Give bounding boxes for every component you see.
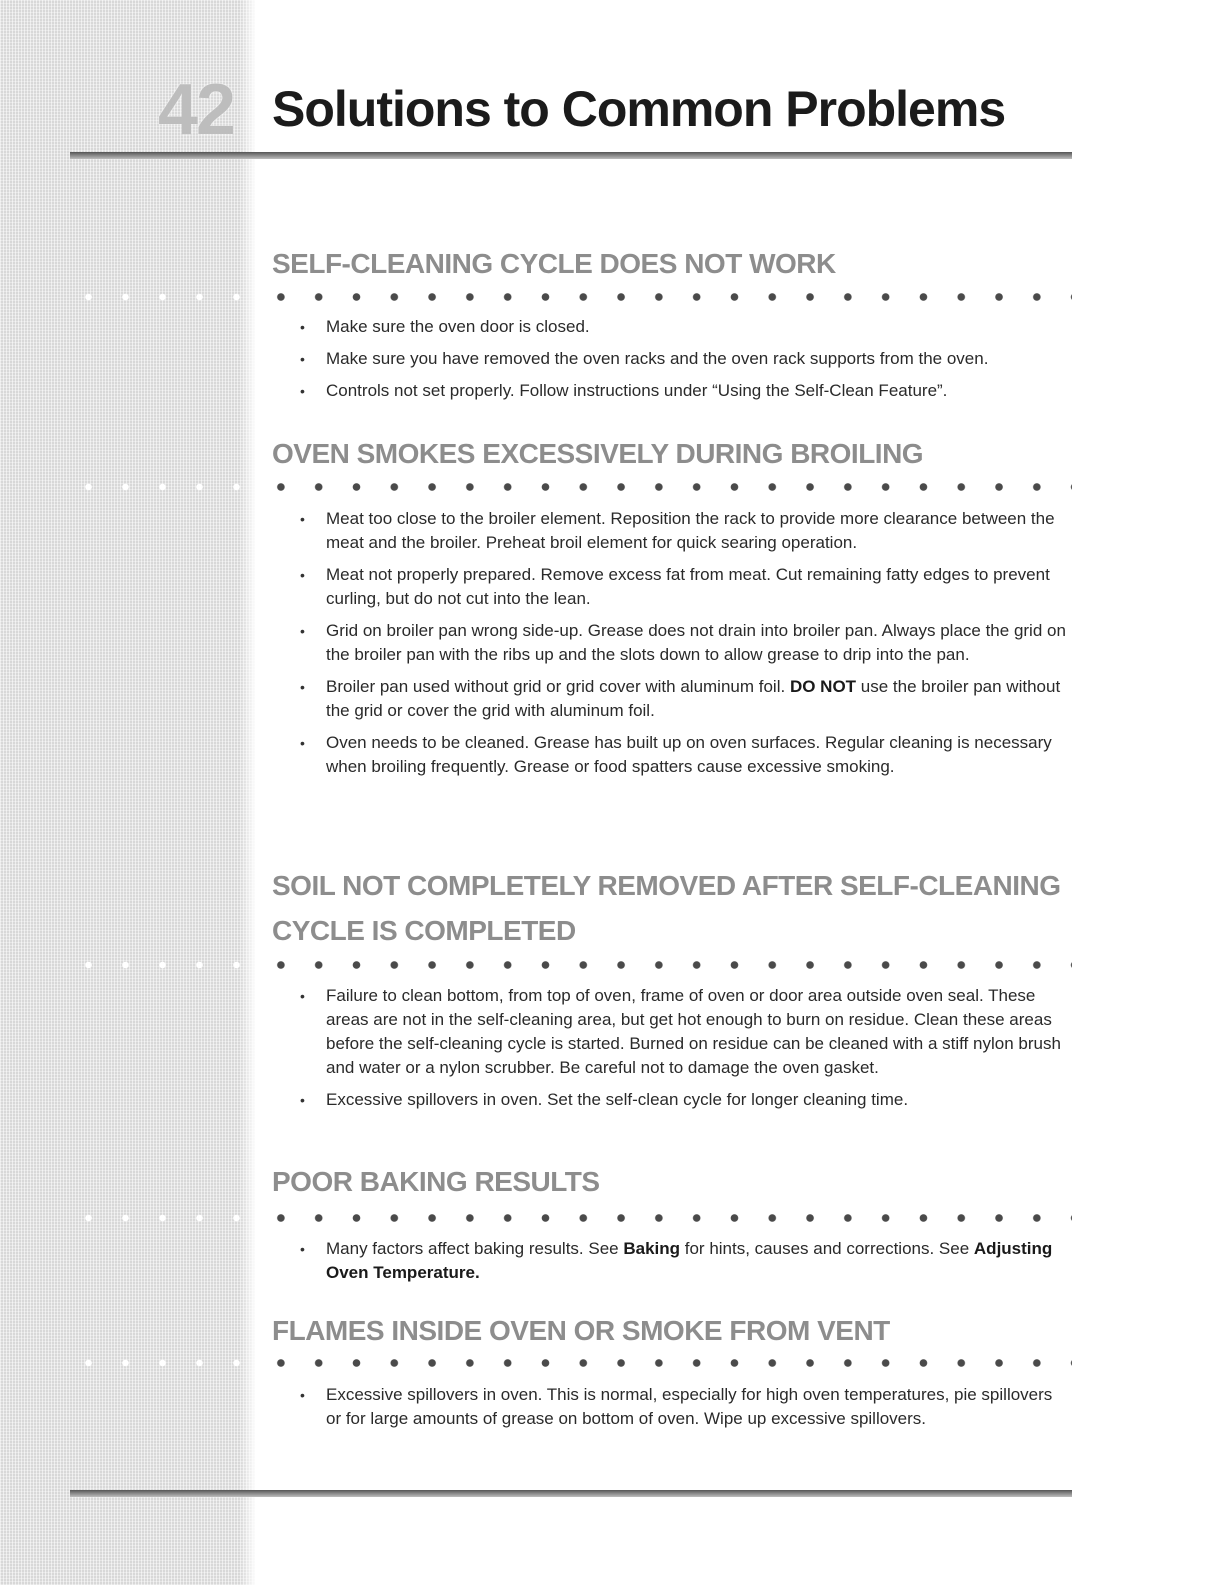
section-divider [262, 1358, 1072, 1368]
section-divider [262, 1213, 1072, 1223]
list-item: • Make sure the oven door is closed. [300, 315, 1068, 339]
section-list-poor-baking [300, 1237, 1068, 1293]
list-item: • Excessive spillovers in oven. Set the self-clean cycle for longer cleaning time. [300, 1088, 1068, 1112]
list-item: • Meat too close to the broiler element. Reposition the rack to provide more clearance between the meat and the broiler. Preheat broil element for quick searing operation. [300, 507, 1068, 555]
list-item-text: for hints, causes and corrections. See [680, 1239, 974, 1258]
section-title-soil-line2: CYCLE IS COMPLETED [272, 915, 576, 946]
section-title-oven-smokes: OVEN SMOKES EXCESSIVELY DURING BROILING [272, 438, 924, 469]
list-item: • Grid on broiler pan wrong side-up. Grease does not drain into broiler pan. Always place the grid on the broiler pan with the ribs up and the slots down to allow grease to drip into the pan. [300, 619, 1068, 667]
header-rule [70, 152, 1072, 159]
list-item-text: Many factors affect baking results. See [326, 1239, 624, 1258]
list-item: • Failure to clean bottom, from top of oven, frame of oven or door area outside oven seal. These areas are not in the self-cleaning area, but get hot enough to burn on residue. Clean these areas before the self-cleaning cycle is started. Burned on residue can be cleaned with a stiff nylon brush and water or a nylon scrubber. Be careful not to damage the oven gasket. [300, 984, 1068, 1080]
list-item: • Excessive spillovers in oven. This is normal, especially for high oven temperatures, pie spillovers or for large amounts of grease on bottom of oven. Wipe up excessive spillovers. [300, 1383, 1068, 1431]
sidebar-fade [240, 0, 255, 1585]
sidebar-divider [70, 483, 250, 491]
section-list-flames [300, 1383, 1068, 1439]
page-title: Solutions to Common Problems [272, 81, 1006, 137]
section-list-self-cleaning [300, 315, 1068, 411]
list-item [300, 675, 1068, 723]
section-divider [262, 482, 1072, 492]
section-title-soil-line1: SOIL NOT COMPLETELY REMOVED AFTER SELF-CLEANING [272, 870, 1061, 901]
baking-reference: Baking [623, 1239, 681, 1258]
page-number: 42 [158, 70, 235, 150]
list-item [300, 1237, 1068, 1285]
adjusting-temperature-reference: Adjusting Oven Temperature. [326, 1239, 1053, 1282]
section-list-soil [300, 984, 1068, 1120]
section-title-self-cleaning: SELF-CLEANING CYCLE DOES NOT WORK [272, 248, 836, 279]
list-item: • Make sure you have removed the oven racks and the oven rack supports from the oven. [300, 347, 1068, 371]
sidebar-divider [70, 1359, 250, 1367]
section-title-flames: FLAMES INSIDE OVEN OR SMOKE FROM VENT [272, 1315, 890, 1346]
sidebar-divider [70, 1214, 250, 1222]
section-divider [262, 292, 1072, 302]
list-item: • Oven needs to be cleaned. Grease has built up on oven surfaces. Regular cleaning is necessary when broiling frequently. Grease or food spatters cause excessive smoking. [300, 731, 1068, 779]
emphasis-text: DO NOT [789, 677, 857, 696]
sidebar-divider [70, 961, 250, 969]
section-list-oven-smokes [300, 507, 1068, 787]
list-item-text: use the broiler pan without the grid or cover the grid with aluminum foil. [326, 677, 1061, 720]
list-item: • Meat not properly prepared. Remove excess fat from meat. Cut remaining fatty edges to prevent curling, but do not cut into the lean. [300, 563, 1068, 611]
list-item-text: Broiler pan used without grid or grid cover with aluminum foil. [326, 677, 790, 696]
sidebar-texture [0, 0, 255, 1585]
sidebar-divider [70, 293, 250, 301]
list-item: • Controls not set properly. Follow instructions under “Using the Self-Clean Feature”. [300, 379, 1068, 403]
section-title-poor-baking: POOR BAKING RESULTS [272, 1166, 600, 1197]
section-divider [262, 960, 1072, 970]
footer-rule [70, 1490, 1072, 1497]
